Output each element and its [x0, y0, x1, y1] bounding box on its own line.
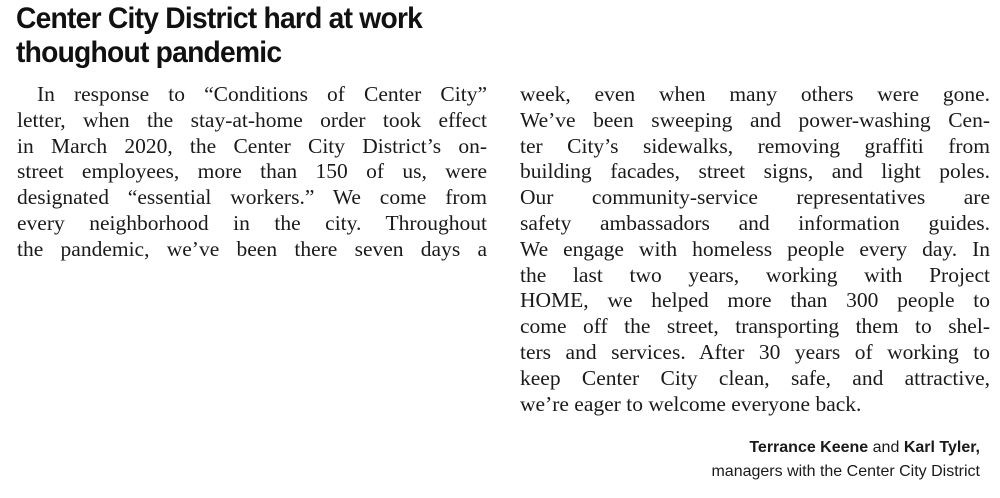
body-line: safety ambassadors and information guides. — [520, 210, 990, 235]
body-line: letter, when the stay-at-home order took effect — [17, 107, 487, 132]
author-name: Terrance Keene — [749, 439, 869, 456]
body-line: week, even when many others were gone. — [520, 82, 990, 106]
body-line: building facades, street signs, and light poles. — [520, 159, 990, 184]
body-line: ter City’s sidewalks, removing graffiti from — [520, 133, 990, 158]
right-column — [520, 82, 990, 417]
left-column — [17, 82, 487, 263]
body-line: street employees, more than 150 of us, were — [17, 159, 487, 184]
body-line: the pandemic, we’ve been there seven days a — [17, 236, 487, 261]
byline — [711, 436, 980, 484]
body-line: in March 2020, the Center City District’s on- — [17, 133, 487, 158]
headline-line-2: thoughout pandemic — [16, 36, 282, 69]
body-line: In response to “Conditions of Center City” — [37, 82, 487, 106]
headline — [16, 2, 458, 70]
body-line: Our community-service representatives are — [520, 185, 990, 210]
body-line: keep Center City clean, safe, and attractive, — [520, 365, 990, 390]
body-line: We’ve been sweeping and power-washing Cen- — [520, 107, 990, 132]
byline-affiliation: managers with the Center City District — [711, 463, 980, 480]
body-line: designated “essential workers.” We come from — [17, 185, 487, 210]
headline-line-1: Center City District hard at work — [16, 2, 423, 35]
body-line: HOME, we helped more than 300 people to — [520, 288, 990, 313]
author-name: Karl Tyler, — [903, 439, 980, 456]
byline-conjunction: and — [872, 439, 900, 456]
byline-authors — [711, 436, 980, 460]
body-line: come off the street, transporting them to shel- — [520, 314, 990, 339]
body-line: every neighborhood in the city. Throughout — [17, 210, 487, 235]
body-line: we’re eager to welcome everyone back. — [520, 391, 862, 416]
body-line: We engage with homeless people every day. In — [520, 236, 990, 261]
body-line: the last two years, working with Project — [520, 262, 990, 287]
body-line: ters and services. After 30 years of working to — [520, 339, 990, 364]
